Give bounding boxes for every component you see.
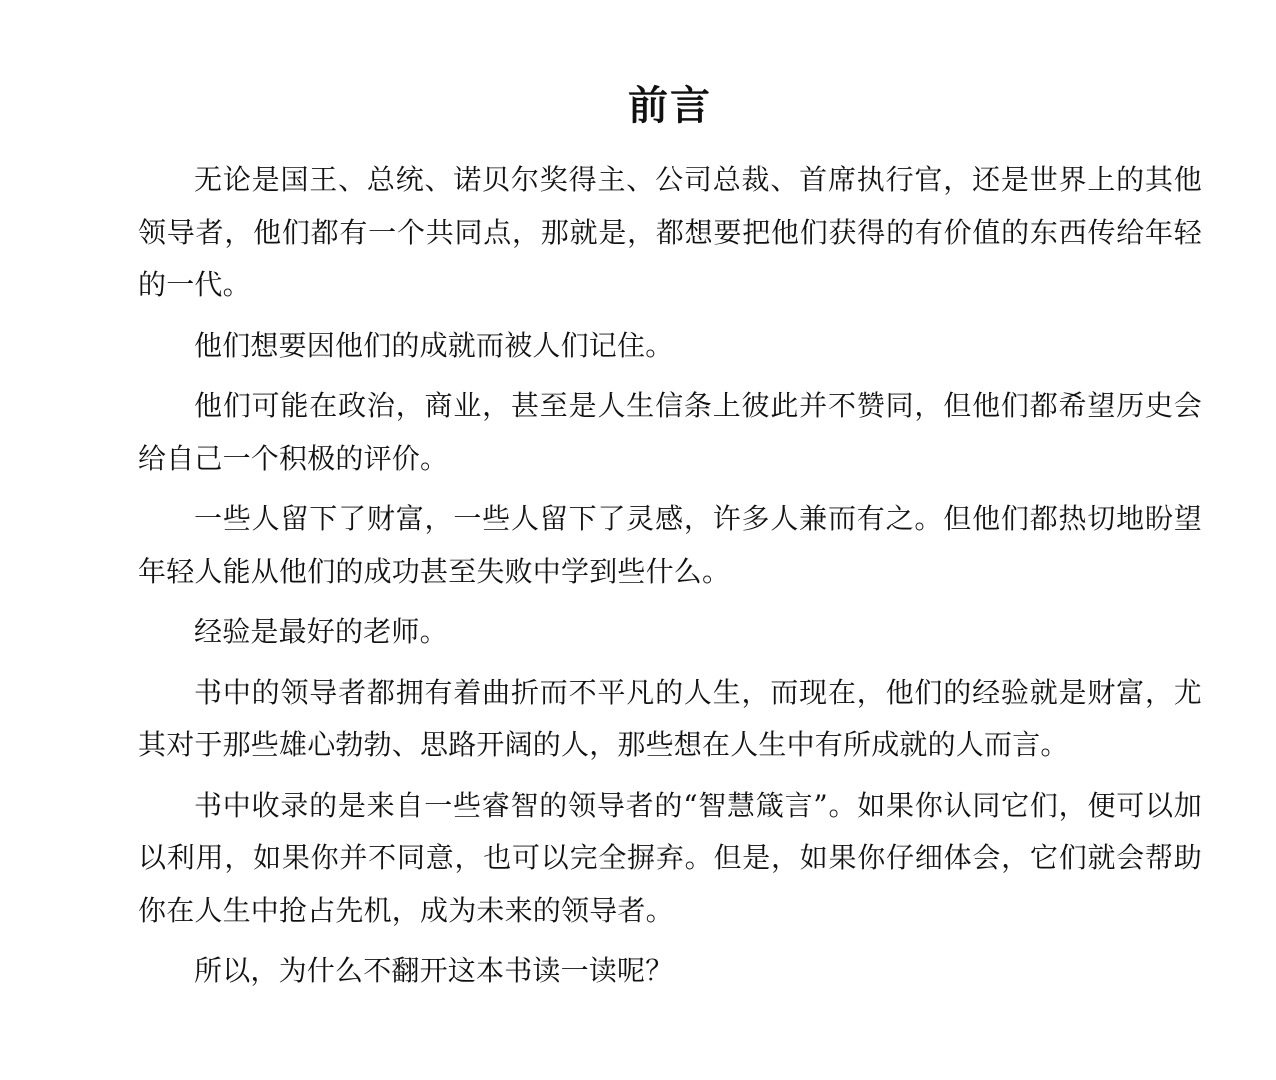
paragraph-7: 书中收录的是来自一些睿智的领导者的“智慧箴言”。如果你认同它们，便可以加以利用，如果你并不同意，也可以完全摒弃。但是，如果你仔细体会，它们就会帮助你在人生中抢占先机，成为未来的领导者。 bbox=[138, 788, 1202, 927]
paragraph-2: 他们想要因他们的成就而被人们记住。 bbox=[194, 328, 674, 362]
paragraph-4: 一些人留下了财富，一些人留下了灵感，许多人兼而有之。但他们都热切地盼望年轻人能从他们的成功甚至失败中学到些什么。 bbox=[138, 502, 1202, 588]
document-page bbox=[138, 78, 1202, 1006]
paragraph-6: 书中的领导者都拥有着曲折而不平凡的人生，而现在，他们的经验就是财富，尤其对于那些雄心勃勃、思路开阔的人，那些想在人生中有所成就的人而言。 bbox=[138, 675, 1202, 761]
page-title: 前言 bbox=[628, 82, 712, 129]
paragraph-8: 所以，为什么不翻开这本书读一读呢？ bbox=[194, 954, 674, 987]
paragraph-1: 无论是国王、总统、诺贝尔奖得主、公司总裁、首席执行官，还是世界上的其他领导者，他们都有一个共同点，那就是，都想要把他们获得的有价值的东西传给年轻的一代。 bbox=[138, 163, 1202, 301]
paragraph-5: 经验是最好的老师。 bbox=[194, 615, 448, 648]
paragraph-3: 他们可能在政治，商业，甚至是人生信条上彼此并不赞同，但他们都希望历史会给自己一个积极的评价。 bbox=[138, 389, 1202, 475]
